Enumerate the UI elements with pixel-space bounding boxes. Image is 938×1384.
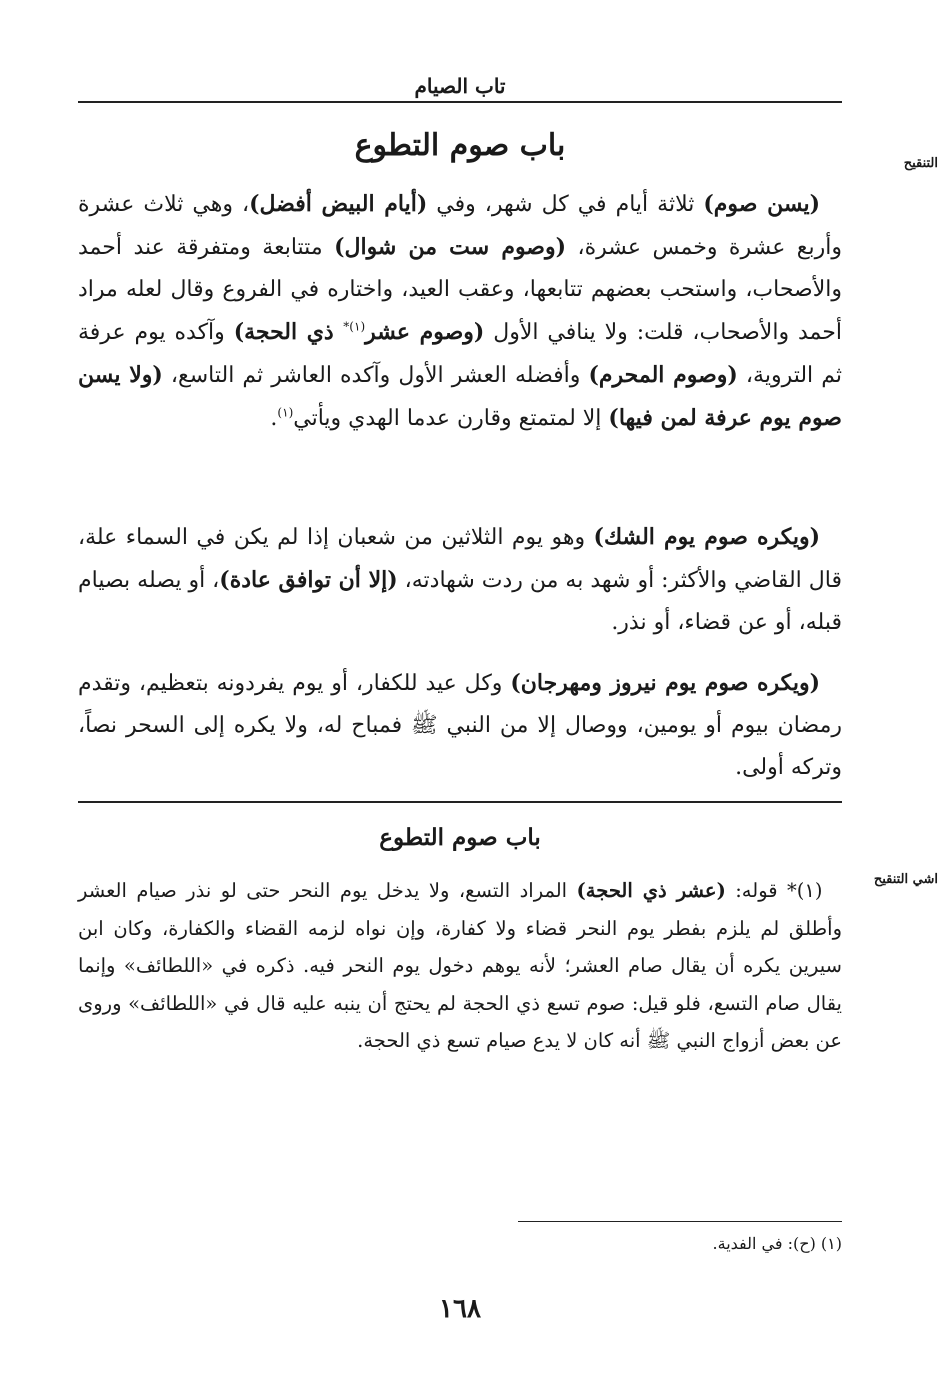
text-span: (١)* قوله: bbox=[725, 879, 823, 902]
notes-title: باب صوم التطوع bbox=[379, 824, 541, 851]
text-span: ذي الحجة) bbox=[233, 319, 344, 345]
text-span: (عشر ذي الحجة) bbox=[576, 879, 726, 902]
text-span: وهو يوم الثلاثين من شعبان إذا لم يكن في السماء علة، قال القاضي والأكثر: أو شهد به من ردت شهادته، bbox=[78, 525, 842, 593]
footnote-marker: (١) bbox=[277, 405, 294, 420]
text-span: ثلاثة أيام في كل شهر، وفي bbox=[427, 192, 704, 217]
footnote-rule bbox=[518, 1221, 842, 1222]
text-span: وأفضله العشر الأول وآكده العاشر ثم التاسع، bbox=[162, 363, 589, 388]
main-paragraph-3 bbox=[78, 662, 842, 789]
text-span: (ويكره صوم يوم الشك) bbox=[593, 524, 821, 550]
text-span: (ولا يسن صوم يوم عرفة لمن فيها) bbox=[78, 362, 842, 431]
text-span: (وصوم عشر bbox=[365, 319, 485, 345]
text-span: (وصوم ست من شوال) bbox=[334, 234, 567, 260]
footnote: (١) (ح): في الفدية. bbox=[712, 1234, 842, 1253]
text-span: إلا لمتمتع وقارن عدما الهدي ويأتي bbox=[293, 406, 609, 431]
text-span: ، وهي ثلاث عشرة وأربع عشرة وخمس عشرة، bbox=[78, 192, 842, 260]
notes-separator bbox=[78, 801, 842, 803]
text-span: ، أو يصله بصيام قبله، أو عن قضاء، أو نذر. bbox=[78, 568, 842, 635]
text-span: . bbox=[270, 406, 278, 431]
main-paragraph-2 bbox=[78, 516, 842, 644]
page-number: ١٦٨ bbox=[439, 1294, 481, 1324]
text-span: (إلا أن توافق عادة) bbox=[219, 567, 398, 593]
section-title: باب صوم التطوع bbox=[354, 128, 566, 163]
text-span: (ويكره صوم يوم نيروز ومهرجان) bbox=[510, 670, 820, 696]
running-head: تاب الصيام bbox=[414, 74, 506, 98]
side-label-main: التنقيح bbox=[903, 156, 938, 171]
text-span: (أيام البيض أفضل) bbox=[249, 191, 428, 217]
header-rule bbox=[78, 101, 842, 103]
text-span: (يسن صوم) bbox=[703, 191, 821, 217]
side-label-notes: اشي التنقيح bbox=[873, 872, 938, 887]
text-span: (وصوم المحرم) bbox=[588, 362, 738, 388]
text-span: وآكده يوم عرفة ثم التروية، bbox=[78, 320, 842, 388]
footnote-marker: (١)* bbox=[343, 319, 366, 334]
text-span: وكل عيد للكفار، أو يوم يفردونه بتعظيم، وتقدم رمضان بيوم أو يومين، ووصال إلا من النبي ﷺ فمباح له، ولا يكره إلى السحر نصاً، وتركه أولى. bbox=[78, 671, 842, 780]
text-span: المراد التسع، ولا يدخل يوم النحر حتى لو نذر صيام العشر وأطلق لم يلزم بفطر يوم النحر قضاء ولا كفارة، وإن نواه لزمه القضاء والكفارة، وكان ابن سيرين يكره أن يقال صام العشر؛ لأنه يوهم دخول يوم النحر فيه. ذكره في «اللطائف» وإنما يقال صام التسع، فلو قيل: صوم تسع ذي الحجة لم يحتج أن ينبه عليه قال في «اللطائف» وروى عن بعض أزواج النبي ﷺ أنه كان لا يدع صيام تسع ذي الحجة. bbox=[78, 879, 842, 1052]
main-paragraph-1 bbox=[78, 183, 842, 440]
text-span: متتابعة ومتفرقة عند أحمد والأصحاب، واستحب بعضهم تتابعها، وعقب العيد، واختاره في الفروع وقال لعله مراد أحمد والأصحاب، قلت: ولا ينافي الأول bbox=[78, 235, 842, 345]
notes-paragraph bbox=[78, 872, 842, 1060]
